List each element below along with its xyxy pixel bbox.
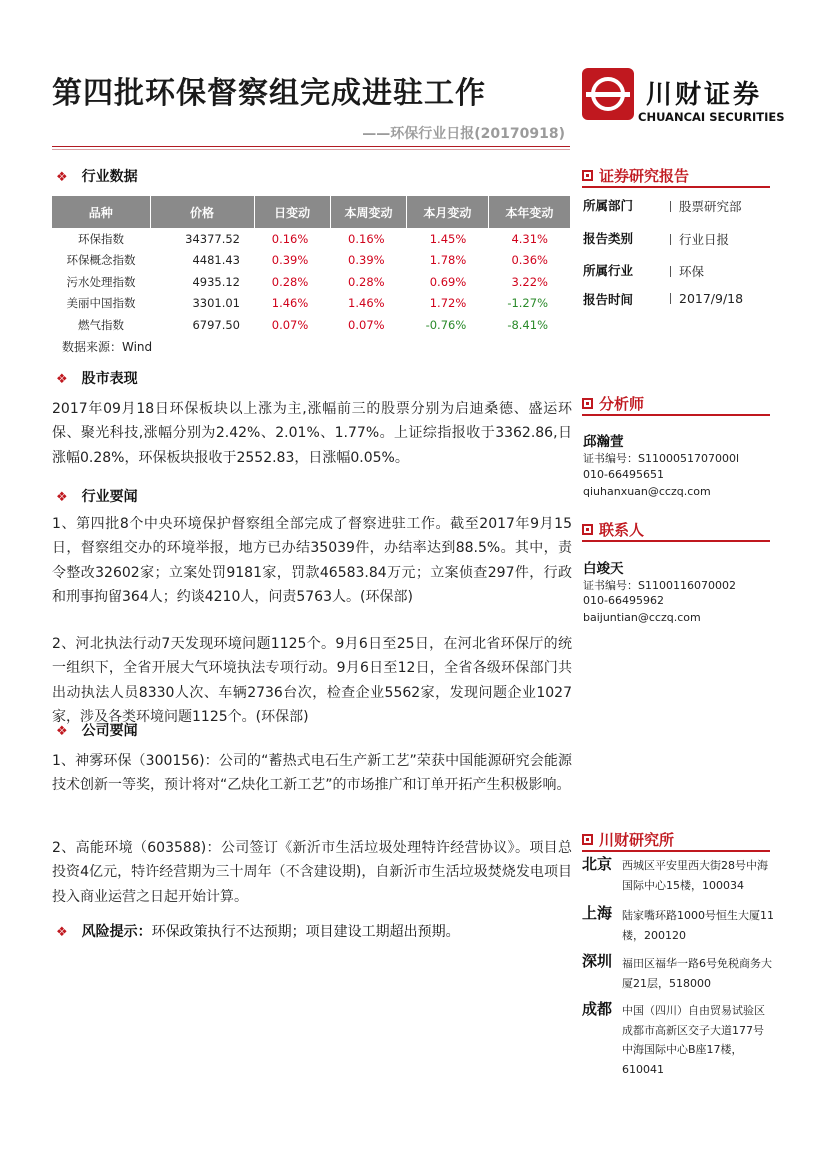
industry-data-table: [52, 196, 570, 336]
diamond-bullet-icon: ❖: [56, 925, 68, 940]
index-name: 环保指数: [78, 231, 124, 246]
week-change: 0.28%: [348, 274, 385, 289]
report-type-value: 行业日报: [670, 230, 729, 248]
year-change: 4.31%: [511, 231, 548, 246]
column-header: 价格: [150, 196, 254, 228]
table-row: [52, 250, 570, 272]
index-price: 4481.43: [192, 253, 240, 268]
report-subtitle: ——环保行业日报(20170918): [362, 126, 565, 142]
institute-divider: [582, 850, 770, 852]
table-row: [52, 293, 570, 315]
analyst-divider: [582, 414, 770, 416]
square-bullet-icon: [582, 834, 593, 845]
company-news-paragraph: 2、高能环境（603588)：公司签订《新沂市生活垃圾处理特许经营协议》。项目总投资4亿元，特许经营期为三十周年（不含建设期)，自新沂市生活垃圾焚烧发电项目投入商业运营之日起开始计算。: [52, 840, 572, 905]
year-change: -8.41%: [507, 317, 548, 332]
month-change: 1.72%: [429, 296, 467, 311]
diamond-bullet-icon: ❖: [56, 490, 68, 505]
column-header: 本年变动: [488, 196, 570, 228]
index-price: 34377.52: [185, 231, 240, 246]
institute-heading: 川财研究所: [582, 829, 674, 850]
month-change: -0.76%: [425, 317, 467, 332]
index-price: 3301.01: [192, 296, 240, 311]
index-price: 4935.12: [192, 274, 240, 289]
year-change: 3.22%: [511, 274, 548, 289]
index-name: 环保概念指数: [66, 253, 136, 268]
analyst-heading: 分析师: [582, 393, 644, 414]
report-date-key: 报告时间: [583, 292, 634, 307]
day-change: 0.39%: [271, 253, 309, 268]
office-city: 北京: [582, 855, 613, 873]
news-paragraph: 2、河北执法行动7天发现环境问题1125个。9月6日至25日，在河北省环保厅的统一组织下，全省开展大气环境执法专项行动。9月6日至12日，全省各级环保部门共出动执法人员8330人次、车辆2736台次，检查企业5562家，发现问题企业1027家，涉及各类环境问题1125个。(环保部): [52, 636, 572, 726]
section-market: ❖ 股市表现: [56, 371, 138, 387]
analyst-phone: 010-66495651: [583, 468, 664, 481]
day-change: 0.16%: [271, 231, 309, 246]
report-date-value: 2017/9/18: [670, 291, 743, 306]
table-row: [52, 271, 570, 293]
office-city: 上海: [582, 904, 613, 922]
week-change: 0.16%: [348, 231, 385, 246]
office-address: 西城区平安里西大街28号中海国际中心15楼，100034: [622, 859, 768, 892]
company-logo-icon: [582, 68, 634, 120]
report-type-key: 报告类别: [583, 231, 634, 246]
report-industry-value: 环保: [670, 262, 704, 280]
diamond-bullet-icon: ❖: [56, 372, 68, 387]
month-change: 0.69%: [429, 274, 467, 289]
month-change: 1.78%: [429, 253, 467, 268]
risk-label: 风险提示：: [81, 924, 152, 940]
report-info-heading: 证券研究报告: [582, 165, 689, 186]
contact-email: baijuntian@cczq.com: [583, 611, 701, 624]
diamond-bullet-icon: ❖: [56, 170, 68, 185]
column-header: 本月变动: [407, 196, 489, 228]
contact-divider: [582, 540, 770, 542]
report-industry-key: 所属行业: [583, 263, 634, 278]
week-change: 0.39%: [348, 253, 385, 268]
company-name-cn: 川财证券: [646, 80, 763, 110]
index-name: 污水处理指数: [66, 274, 136, 289]
company-name-en: CHUANCAI SECURITIES: [638, 110, 785, 124]
index-name: 美丽中国指数: [66, 296, 136, 311]
report-dept-value: 股票研究部: [670, 197, 742, 215]
table-header-row: [52, 196, 570, 228]
report-title: 第四批环保督察组完成进驻工作: [52, 76, 486, 111]
header-divider-thin: [52, 149, 570, 150]
office-address: 陆家嘴环路1000号恒生大厦11楼，200120: [622, 909, 774, 942]
contact-name: 白竣天: [583, 561, 624, 577]
header-divider: [52, 146, 570, 147]
company-news-paragraph: 1、神雾环保（300156)：公司的“蓄热式电石生产新工艺”荣获中国能源研究会能源技术创新一等奖，预计将对“乙炔化工新工艺”的市场推广和订单开拓产生积极影响。: [52, 753, 572, 794]
column-header: 日变动: [254, 196, 330, 228]
day-change: 0.28%: [271, 274, 309, 289]
week-change: 1.46%: [348, 296, 385, 311]
risk-notice: [56, 921, 460, 941]
index-price: 6797.50: [192, 317, 240, 332]
year-change: -1.27%: [507, 296, 548, 311]
risk-text: 环保政策执行不达预期；项目建设工期超出预期。: [151, 924, 460, 940]
data-source: 数据来源：Wind: [62, 340, 153, 354]
office-city: 深圳: [582, 952, 613, 970]
column-header: 本周变动: [330, 196, 406, 228]
month-change: 1.45%: [429, 231, 467, 246]
contact-cert: 证书编号：S1100116070002: [583, 579, 736, 592]
day-change: 0.07%: [271, 317, 309, 332]
section-company-news: ❖ 公司要闻: [56, 723, 138, 739]
square-bullet-icon: [582, 170, 593, 181]
section-industry-data: ❖ 行业数据: [56, 169, 138, 185]
square-bullet-icon: [582, 524, 593, 535]
square-bullet-icon: [582, 398, 593, 409]
report-info-divider: [582, 186, 770, 188]
day-change: 1.46%: [271, 296, 309, 311]
contact-heading: 联系人: [582, 519, 644, 540]
diamond-bullet-icon: ❖: [56, 724, 68, 739]
column-header: 品种: [52, 196, 150, 228]
office-city: 成都: [582, 1000, 613, 1018]
analyst-name: 邱瀚萱: [583, 434, 624, 450]
year-change: 0.36%: [511, 253, 548, 268]
week-change: 0.07%: [348, 317, 385, 332]
office-address: 中国（四川）自由贸易试验区成都市高新区交子大道177号中海国际中心B座17楼，610041: [622, 1004, 765, 1076]
report-dept-key: 所属部门: [583, 198, 634, 213]
analyst-cert: 证书编号：S1100051707000l: [583, 452, 740, 465]
table-row: [52, 228, 570, 250]
contact-phone: 010-66495962: [583, 594, 664, 607]
news-paragraph: 1、第四批8个中央环境保护督察组全部完成了督察进驻工作。截至2017年9月15日，督察组交办的环境举报，地方已办结35039件，办结率达到88.5%。其中，责令整改32602家；立案处罚9181家，罚款46583.84万元；立案侦查297件，行政和刑事拘留364人；约谈4210人，问责5763人。(环保部): [52, 516, 572, 606]
market-paragraph: 2017年09月18日环保板块以上涨为主,涨幅前三的股票分别为启迪桑德、盛运环保、聚光科技,涨幅分别为2.42%、2.01%、1.77%。上证综指报收于3362.86,日涨幅0.28%，环保板块报收于2552.83，日涨幅0.05%。: [52, 401, 572, 466]
analyst-email: qiuhanxuan@cczq.com: [583, 485, 711, 498]
office-address: 福田区福华一路6号免税商务大厦21层，518000: [622, 957, 772, 990]
table-row: [52, 314, 570, 336]
index-name: 燃气指数: [78, 317, 124, 332]
section-industry-news: ❖ 行业要闻: [56, 489, 138, 505]
